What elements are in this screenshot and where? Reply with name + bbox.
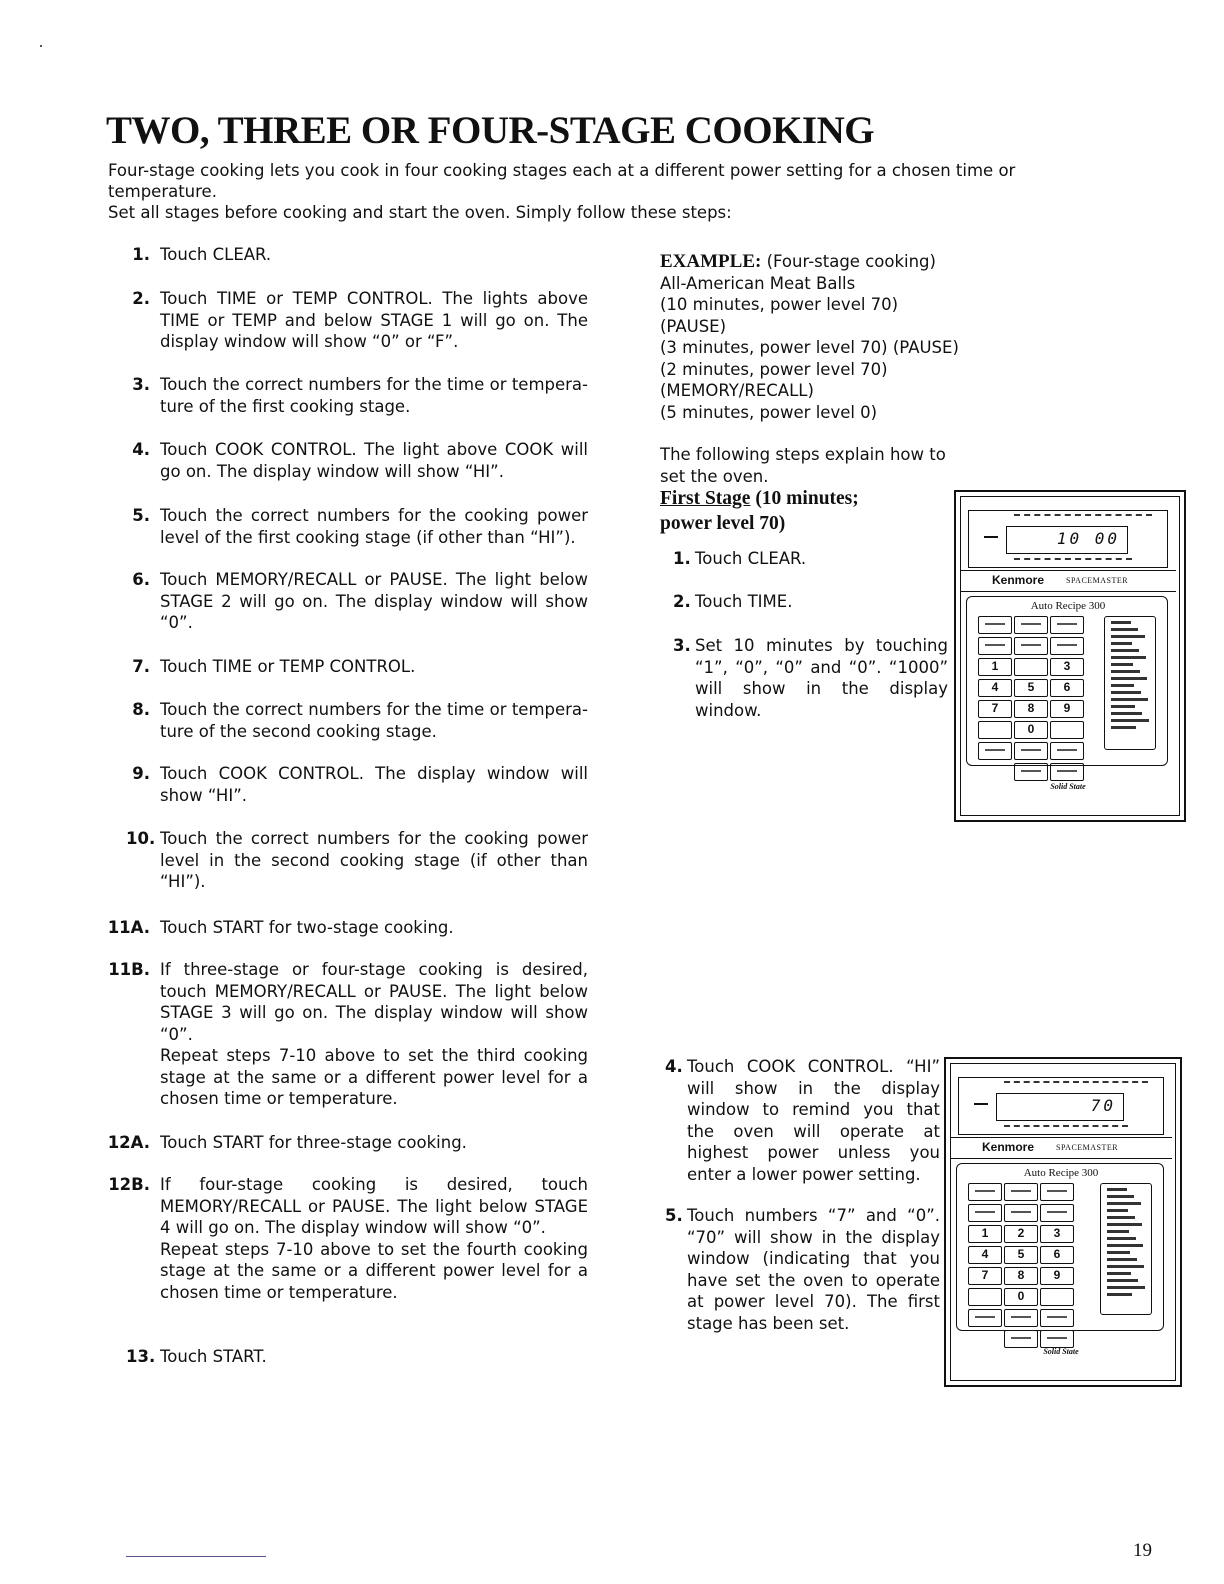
keypad-button: 0: [1004, 1288, 1038, 1306]
keypad-button: 9: [1040, 1267, 1074, 1285]
keypad-button: [1040, 1330, 1074, 1348]
step-number: 11B.: [108, 960, 150, 979]
keypad-button: 1: [968, 1225, 1002, 1243]
first-stage-heading-rest: (10 minutes;: [755, 488, 859, 509]
keypad-button: [1050, 742, 1084, 760]
step-number: 5.: [132, 506, 150, 525]
example-line: All-American Meat Balls: [660, 273, 856, 293]
step-paragraph: Touch TIME or TEMP CONTROL. The lights above TIME or TEMP and below STAGE 1 will go on. The display window will show “0” or “F”.: [160, 289, 588, 351]
first-stage-heading-underlined: First Stage: [660, 488, 751, 509]
step-number: 7.: [132, 657, 150, 676]
keypad-button: [968, 1288, 1002, 1306]
page-number: 19: [1133, 1540, 1152, 1561]
keypad-button: [1040, 1309, 1074, 1327]
step-text: [160, 505, 588, 548]
side-control-strip: [1104, 616, 1156, 750]
step-text: [160, 569, 588, 634]
step-text: [160, 288, 588, 353]
intro-line-1: Four-stage cooking lets you cook in four cooking stages each at a different power setting for a chosen time or temperature.: [108, 161, 1016, 201]
step-text: [160, 763, 588, 806]
step-number: 11A.: [107, 918, 150, 937]
panel-subtitle: Auto Recipe 300: [1030, 600, 1106, 612]
step-paragraph: Repeat steps 7-10 above to set the fourth cooking stage at the same or a different power level for a chosen time or temperature.: [160, 1239, 588, 1302]
step-paragraph: Touch CLEAR.: [160, 245, 272, 264]
display-readout: 70: [1090, 1096, 1116, 1115]
keypad-button: 9: [1050, 700, 1084, 718]
step-paragraph: Touch TIME or TEMP CONTROL.: [160, 657, 416, 676]
keypad-button: [978, 721, 1012, 739]
keypad-button: [1014, 658, 1048, 676]
keypad-button: 8: [1014, 700, 1048, 718]
keypad-button: [1004, 1183, 1038, 1201]
step-paragraph: Touch START.: [160, 1347, 267, 1366]
step-number: 4.: [132, 440, 150, 459]
keypad-button: [1004, 1204, 1038, 1222]
example-label-note: (Four-stage cooking): [766, 252, 936, 271]
keypad-button: [1004, 1309, 1038, 1327]
intro-paragraph: [108, 160, 1108, 223]
example-line: (5 minutes, power level 0): [660, 402, 878, 422]
display-readout: 10 00: [1056, 529, 1120, 548]
keypad-button: [1050, 637, 1084, 655]
step-paragraph: Repeat steps 7-10 above to set the third cooking stage at the same or a different power level for a chosen time or temperature.: [160, 1046, 588, 1108]
example-block: [660, 251, 960, 487]
keypad-button: [1050, 616, 1084, 634]
step-paragraph: Touch START for three-stage cooking.: [160, 1133, 467, 1152]
step-paragraph: Touch the correct numbers for the time or tempera-ture of the second cooking stage.: [160, 700, 588, 741]
step-number: 13.: [126, 1347, 156, 1366]
step-text: [160, 917, 588, 939]
keypad-button: 8: [1004, 1267, 1038, 1285]
example-label: EXAMPLE:: [660, 251, 762, 272]
step-number: 6.: [132, 570, 150, 589]
model-name: SPACEMASTER: [1066, 576, 1129, 585]
keypad-button: 7: [968, 1267, 1002, 1285]
keypad-button: [968, 1309, 1002, 1327]
panel-footer: Solid State: [1043, 1347, 1079, 1356]
step-paragraph: Touch COOK CONTROL. The light above COOK will go on. The display window will show “HI”.: [160, 440, 588, 481]
intro-line-2: Set all stages before cooking and start the oven. Simply follow these steps:: [108, 203, 732, 222]
brand-logo: Kenmore: [982, 1140, 1035, 1154]
step-paragraph: Touch COOK CONTROL. The display window will show “HI”.: [160, 764, 588, 805]
step-paragraph: Touch the correct numbers for the time or tempera-ture of the first cooking stage.: [160, 375, 588, 416]
step-number: 8.: [132, 700, 150, 719]
keypad-button: [1014, 637, 1048, 655]
example-line: (10 minutes, power level 70) (PAUSE): [660, 295, 899, 336]
keypad-button: 7: [978, 700, 1012, 718]
panel-footer: Solid State: [1050, 782, 1086, 791]
keypad-button: [978, 616, 1012, 634]
control-panel-illustration: [954, 490, 1186, 822]
side-control-strip: [1100, 1183, 1152, 1315]
step-text: [160, 374, 588, 417]
step-paragraph: If three-stage or four-stage cooking is desired, touch MEMORY/RECALL or PAUSE. The light below STAGE 3 will go on. The display window will show “0”.: [160, 960, 588, 1044]
step-text: [160, 699, 588, 742]
keypad-button: [1014, 616, 1048, 634]
keypad-button: [1040, 1204, 1074, 1222]
first-stage-heading-line2: power level 70): [660, 513, 786, 534]
keypad-button: [1040, 1183, 1074, 1201]
keypad-button: [1014, 742, 1048, 760]
keypad-button: 6: [1040, 1246, 1074, 1264]
step-text: [160, 1174, 588, 1303]
step-paragraph: Touch the correct numbers for the cooking power level in the second cooking stage (if other than “HI”).: [160, 829, 588, 891]
step-number: 2.: [132, 289, 150, 308]
keypad-button: 6: [1050, 679, 1084, 697]
step-text: [160, 828, 588, 893]
panel-subtitle: Auto Recipe 300: [1023, 1167, 1099, 1179]
keypad-button: 3: [1050, 658, 1084, 676]
step-number: 12B.: [108, 1175, 150, 1194]
keypad-button: [978, 742, 1012, 760]
keypad-button: 4: [978, 679, 1012, 697]
step-paragraph: If four-stage cooking is desired, touch MEMORY/RECALL or PAUSE. The light below STAGE 4 will go on. The display window will show “0”.: [160, 1175, 588, 1237]
keypad-button: [1050, 721, 1084, 739]
footer-rule: [126, 1556, 266, 1557]
step-text: [160, 439, 588, 482]
step-number: 10.: [126, 829, 156, 848]
page-title: TWO, THREE OR FOUR-STAGE COOKING: [106, 109, 875, 152]
keypad-button: 5: [1014, 679, 1048, 697]
keypad-button: [1004, 1330, 1038, 1348]
keypad-button: [1050, 763, 1084, 781]
example-line: (3 minutes, power level 70) (PAUSE): [660, 338, 959, 357]
step-number: 12A.: [107, 1133, 150, 1152]
step-text: [160, 1132, 588, 1154]
step-paragraph: Touch the correct numbers for the cooking power level of the first cooking stage (if other than “HI”).: [160, 506, 588, 547]
model-name: SPACEMASTER: [1056, 1143, 1119, 1152]
keypad-button: 3: [1040, 1225, 1074, 1243]
step-number: 1.: [132, 245, 150, 264]
example-line: (2 minutes, power level 70): [660, 359, 888, 379]
step-number: 3.: [132, 375, 150, 394]
keypad-button: 1: [978, 658, 1012, 676]
keypad-button: [968, 1204, 1002, 1222]
keypad-button: 2: [1004, 1225, 1038, 1243]
step-paragraph: Touch MEMORY/RECALL or PAUSE. The light below STAGE 2 will go on. The display window will show “0”.: [160, 570, 588, 632]
stray-mark: [40, 45, 42, 47]
step-text: [160, 244, 588, 266]
keypad-button: [1014, 763, 1048, 781]
keypad-button: [978, 637, 1012, 655]
example-explain: The following steps explain how to set the oven.: [660, 445, 946, 486]
keypad-button: [968, 1183, 1002, 1201]
step-text: [160, 959, 588, 1110]
step-text: [160, 1346, 588, 1368]
brand-logo: Kenmore: [992, 573, 1045, 587]
keypad-button: [1040, 1288, 1074, 1306]
step-number: 9.: [132, 764, 150, 783]
step-text: [160, 656, 588, 678]
keypad-button: 0: [1014, 721, 1048, 739]
example-line: (MEMORY/RECALL): [660, 381, 814, 400]
first-stage-heading: [660, 486, 950, 536]
step-paragraph: Touch START for two-stage cooking.: [160, 918, 454, 937]
control-panel-illustration: [944, 1057, 1182, 1387]
keypad-button: 4: [968, 1246, 1002, 1264]
keypad-button: 5: [1004, 1246, 1038, 1264]
